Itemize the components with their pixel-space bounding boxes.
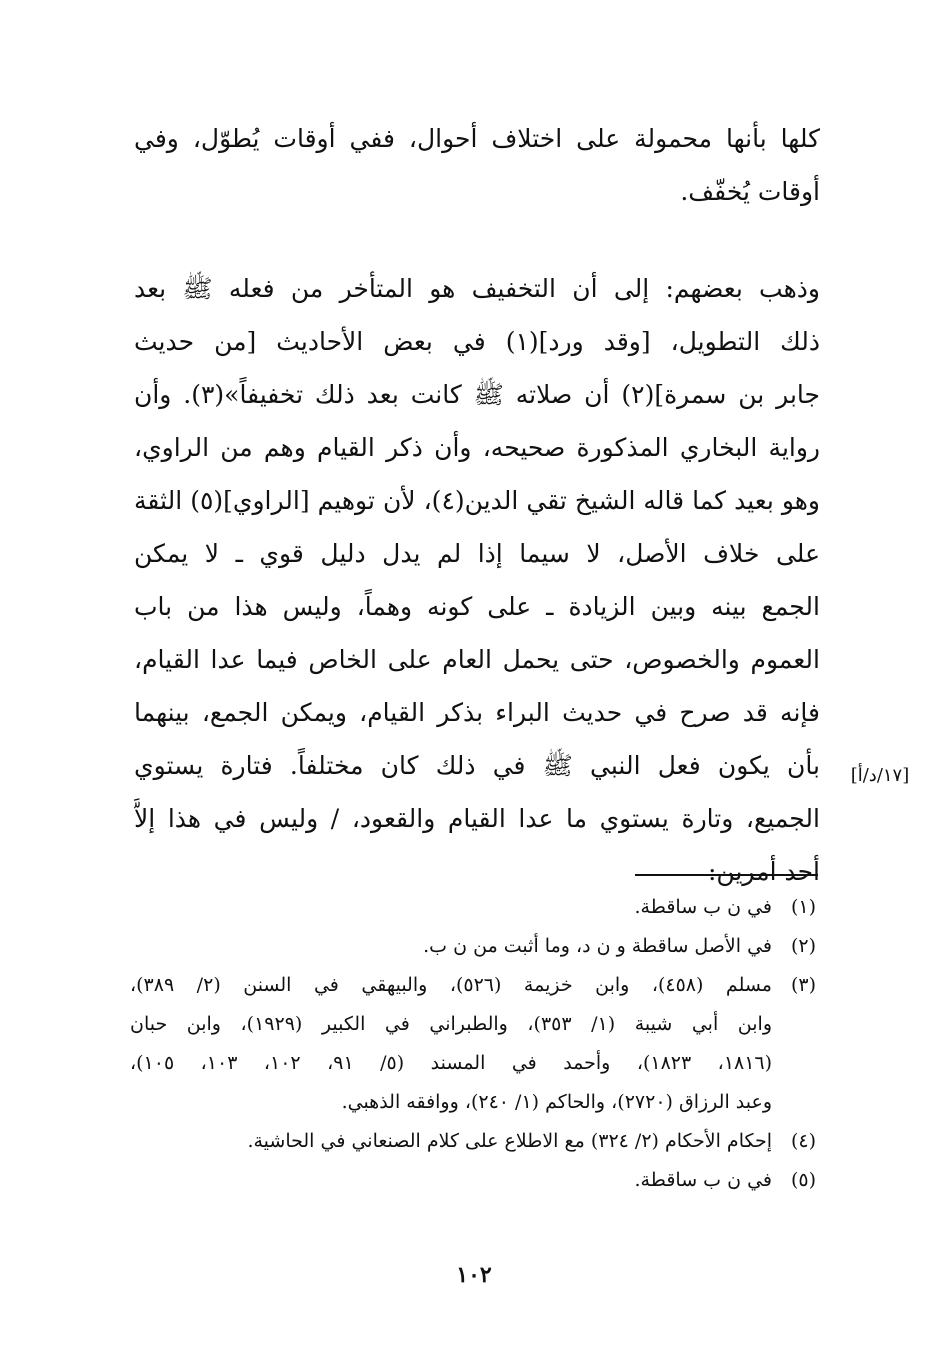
text-line: رواية البخاري المذكورة صحيحه، وأن ذكر القيام وهم من الراوي،	[134, 433, 820, 462]
text-line: على خلاف الأصل، لا سيما إذا لم يدل دليل قوي ـ لا يمكن	[134, 539, 820, 568]
footnote-text: (١٨١٦، ١٨٢٣)، وأحمد في المسند (٥/ ٩١، ١٠٢، ١٠٣، ١٠٥)،	[130, 1052, 772, 1074]
footnote-text: في ن ب ساقطة.	[634, 896, 772, 918]
text-line: العموم والخصوص، حتى يحمل العام على الخاص فيما عدا القيام،	[134, 645, 820, 674]
margin-manuscript-reference: [١٧/د/أ]	[850, 765, 910, 786]
footnote-separator	[635, 874, 818, 876]
paragraph-1	[134, 112, 820, 218]
footnote-3	[130, 966, 816, 1122]
text-line: أوقات يُخفّف.	[680, 177, 820, 206]
text-line: الجميع، وتارة يستوي ما عدا القيام والقعود، / وليس في هذا إلاَّ	[134, 804, 820, 833]
text-line: كلها بأنها محمولة على اختلاف أحوال، ففي أوقات يُطوّل، وفي	[134, 124, 820, 153]
text-line: أحد أمرين:	[707, 857, 820, 886]
footnote-text: وعبد الرزاق (٢٧٢٠)، والحاكم (١/ ٢٤٠)، ووافقه الذهبي.	[341, 1091, 772, 1113]
text-line: فإنه قد صرح في حديث البراء بذكر القيام، ويمكن الجمع، بينهما	[134, 698, 820, 727]
footnote-text: في الأصل ساقطة و ن د، وما أثبت من ن ب.	[423, 935, 772, 957]
text-line: الجمع بينه وبين الزيادة ـ على كونه وهماً، وليس هذا من باب	[134, 592, 820, 621]
footnote-number: (٥)	[790, 1169, 816, 1191]
footnote-number: (٤)	[790, 1130, 816, 1152]
page-number: ١٠٢	[456, 1262, 492, 1288]
footnote-number: (٢)	[790, 935, 816, 957]
paragraph-2	[134, 262, 820, 898]
footnote-text: في ن ب ساقطة.	[634, 1169, 772, 1191]
footnote-text: وابن أبي شيبة (١/ ٣٥٣)، والطبراني في الكبير (١٩٢٩)، وابن حبان	[130, 1013, 772, 1035]
footnote-5	[130, 1161, 816, 1200]
footnote-number: (٣)	[790, 974, 816, 996]
text-line: وهو بعيد كما قاله الشيخ تقي الدين(٤)، لأن توهيم [الراوي](٥) الثقة	[134, 486, 820, 515]
text-line: ذلك التطويل، [وقد ورد](١) في بعض الأحاديث [من حديث	[134, 327, 820, 356]
footnote-text: مسلم (٤٥٨)، وابن خزيمة (٥٢٦)، والبيهقي في السنن (٢/ ٣٨٩)،	[130, 974, 772, 996]
footnote-2	[130, 927, 816, 966]
text-line: بأن يكون فعل النبي ﷺ في ذلك كان مختلفاً. فتارة يستوي	[134, 751, 820, 780]
footnote-4	[130, 1122, 816, 1161]
footnote-number: (١)	[790, 896, 816, 918]
footnote-1	[130, 888, 816, 927]
text-line: جابر بن سمرة](٢) أن صلاته ﷺ كانت بعد ذلك تخفيفاً»(٣). وأن	[134, 380, 820, 409]
footnotes	[130, 888, 816, 1200]
text-line: وذهب بعضهم: إلى أن التخفيف هو المتأخر من فعله ﷺ بعد	[134, 274, 820, 303]
footnote-text: إحكام الأحكام (٢/ ٣٢٤) مع الاطلاع على كلام الصنعاني في الحاشية.	[247, 1130, 772, 1152]
